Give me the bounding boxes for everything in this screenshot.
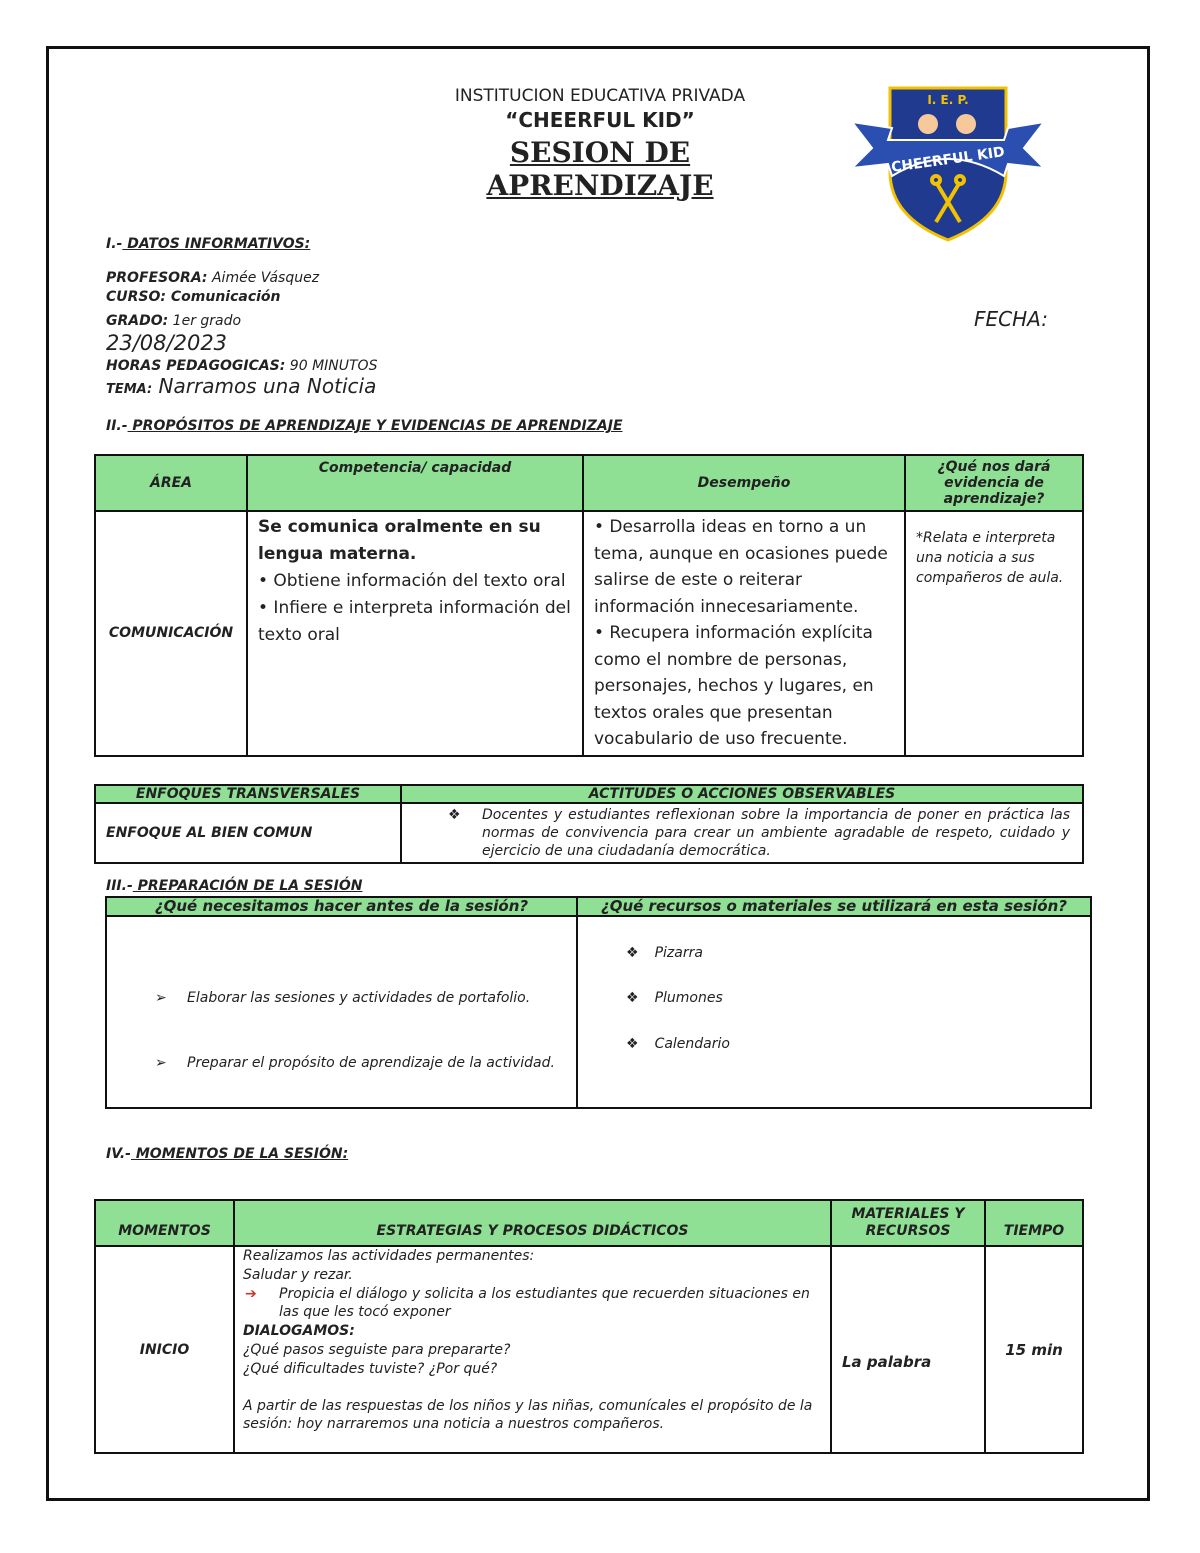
- prep-header-left: ¿Qué necesitamos hacer antes de la sesión?: [106, 897, 577, 916]
- fecha-label: FECHA:: [974, 307, 1048, 331]
- horas-line: [106, 358, 377, 374]
- momento-value: INICIO: [95, 1246, 234, 1453]
- page-title: SESION DE APRENDIZAJE: [486, 136, 714, 202]
- recurso-item: [626, 1036, 730, 1052]
- estrategia-line: Realizamos las actividades permanentes:: [243, 1248, 535, 1264]
- enfoques-row: [95, 803, 1083, 863]
- grado-label: GRADO:: [106, 313, 169, 329]
- antes-item: [155, 989, 564, 1007]
- enfoques-header-row: [95, 785, 1083, 803]
- header-materiales: MATERIALES Y RECURSOS: [831, 1200, 985, 1246]
- moments-header-row: [95, 1200, 1083, 1246]
- tema-line: [106, 374, 376, 398]
- enfoques-header-left: ENFOQUES TRANSVERSALES: [95, 785, 401, 803]
- recurso-item-text: Calendario: [654, 1036, 730, 1052]
- institution-label: INSTITUCION EDUCATIVA PRIVADA: [454, 86, 746, 106]
- logo-kid-boy: [918, 114, 938, 134]
- recurso-item-text: Pizarra: [654, 945, 703, 961]
- materiales-value: La palabra: [831, 1246, 985, 1453]
- antes-item: [155, 1054, 564, 1072]
- dialogamos-label: DIALOGAMOS:: [243, 1323, 355, 1340]
- desempeno-item: • Recupera información explícita como el nombre de personas, personajes, hechos y lugares, en textos orales que presentan vocabulario de uso frecuente.: [594, 623, 874, 749]
- enfoque-actitud-cell: [401, 803, 1083, 863]
- purposes-table: [94, 454, 1084, 757]
- closing-text: A partir de las respuestas de los niños y las niñas, comunícales el propósito de la sesión: hoy narraremos una noticia a nuestros compañeros.: [243, 1397, 813, 1433]
- tiempo-value: 15 min: [985, 1246, 1083, 1453]
- enfoque-actitud: Docentes y estudiantes reflexionan sobre la importancia de poner en práctica las normas de convivencia para crear un ambiente agradable de respeto, cuidado y ejercicio de una ciudadanía democrática.: [482, 807, 1070, 859]
- recurso-item: [626, 990, 723, 1006]
- area-value: COMUNICACIÓN: [95, 511, 247, 756]
- preparation-row: [106, 916, 1091, 1108]
- competencia-cell: [247, 511, 583, 756]
- diamond-bullet-icon: ❖: [626, 945, 639, 961]
- section2-number: II.-: [106, 418, 128, 434]
- arrow-bullet-icon: ➢: [155, 990, 167, 1006]
- school-name: “CHEERFUL KID”: [505, 108, 695, 132]
- school-logo: [848, 82, 1048, 242]
- logo-top-text: I. E. P.: [927, 93, 969, 107]
- tema-value: Narramos una Noticia: [152, 374, 377, 398]
- header-area: ÁREA: [95, 455, 247, 511]
- section2-heading: [106, 418, 623, 434]
- question-line: ¿Qué dificultades tuviste? ¿Por qué?: [243, 1360, 498, 1377]
- desempeno-cell: [583, 511, 905, 756]
- competencia-item: • Obtiene información del texto oral: [258, 571, 566, 591]
- header-desempeno: Desempeño: [583, 455, 905, 511]
- header-evidencia: ¿Qué nos dará evidencia de aprendizaje?: [905, 455, 1083, 511]
- section4-heading: [106, 1146, 348, 1162]
- diamond-bullet-icon: ❖: [448, 807, 461, 823]
- date-value: 23/08/2023: [106, 331, 228, 355]
- antes-item-text: Preparar el propósito de aprendizaje de la actividad.: [187, 1055, 555, 1071]
- section3-title: PREPARACIÓN DE LA SESIÓN: [132, 878, 363, 894]
- moments-row: [95, 1246, 1083, 1453]
- competencia-item: • Infiere e interpreta información del texto oral: [258, 598, 571, 645]
- section1-heading: [106, 236, 310, 252]
- profesora-line: [106, 270, 319, 286]
- preparation-table: [105, 896, 1092, 1109]
- section2-title: PROPÓSITOS DE APRENDIZAJE Y EVIDENCIAS DE APRENDIZAJE: [127, 418, 623, 434]
- recurso-item-text: Plumones: [654, 990, 723, 1006]
- recursos-cell: [577, 916, 1091, 1108]
- antes-cell: [106, 916, 577, 1108]
- estrategia-line: Saludar y rezar.: [243, 1266, 353, 1283]
- evidencia-value: *Relata e interpreta una noticia a sus compañeros de aula.: [905, 511, 1083, 756]
- section1-title: DATOS INFORMATIVOS:: [122, 236, 311, 252]
- competencia-main: Se comunica oralmente en su lengua materna.: [258, 517, 541, 564]
- tema-label: TEMA:: [106, 382, 153, 397]
- arrow-bullet-icon: ➢: [155, 1055, 167, 1071]
- profesora-label: PROFESORA:: [106, 270, 208, 286]
- profesora-value: Aimée Vásquez: [207, 270, 320, 286]
- header-estrategias: ESTRATEGIAS Y PROCESOS DIDÁCTICOS: [234, 1200, 831, 1246]
- curso-line: CURSO: Comunicación: [106, 289, 281, 305]
- pointer-bullet-icon: ➔: [245, 1285, 257, 1302]
- diamond-bullet-icon: ❖: [626, 1036, 639, 1052]
- logo-kid-girl: [956, 114, 976, 134]
- purposes-row: [95, 511, 1083, 756]
- question-line: ¿Qué pasos seguiste para prepararte?: [243, 1341, 511, 1358]
- horas-value: 90 MINUTOS: [285, 358, 378, 374]
- section3-number: III.-: [106, 878, 133, 894]
- estrategia-bullet-text: Propicia el diálogo y solicita a los estudiantes que recuerden situaciones en las que les tocó exponer: [279, 1285, 810, 1321]
- desempeno-item: • Desarrolla ideas en torno a un tema, aunque en ocasiones puede salirse de este o reiterar información innecesariamente.: [594, 517, 888, 617]
- diamond-bullet-icon: ❖: [626, 990, 639, 1006]
- section4-title: MOMENTOS DE LA SESIÓN:: [131, 1146, 349, 1162]
- header-momentos: MOMENTOS: [95, 1200, 234, 1246]
- grado-line: [106, 313, 241, 329]
- moments-table: [94, 1199, 1084, 1454]
- recurso-item: [626, 945, 703, 961]
- purposes-header-row: [95, 455, 1083, 511]
- header-competencia: Competencia/ capacidad: [247, 455, 583, 511]
- header-tiempo: TIEMPO: [985, 1200, 1083, 1246]
- enfoque-name: ENFOQUE AL BIEN COMUN: [95, 803, 401, 863]
- enfoques-table: [94, 784, 1084, 864]
- estrategia-bullet: [243, 1285, 822, 1323]
- section3-heading: [106, 878, 362, 894]
- preparation-header-row: [106, 897, 1091, 916]
- estrategias-cell: [234, 1246, 831, 1453]
- horas-label: HORAS PEDAGOGICAS:: [106, 358, 286, 374]
- antes-item-text: Elaborar las sesiones y actividades de portafolio.: [187, 990, 531, 1006]
- grado-value: 1er grado: [168, 313, 242, 329]
- section1-number: I.-: [106, 236, 123, 252]
- enfoques-header-right: ACTITUDES O ACCIONES OBSERVABLES: [401, 785, 1083, 803]
- logo-band-text: CHEERFUL KID: [890, 144, 1006, 176]
- prep-header-right: ¿Qué recursos o materiales se utilizará en esta sesión?: [577, 897, 1091, 916]
- section4-number: IV.-: [106, 1146, 131, 1162]
